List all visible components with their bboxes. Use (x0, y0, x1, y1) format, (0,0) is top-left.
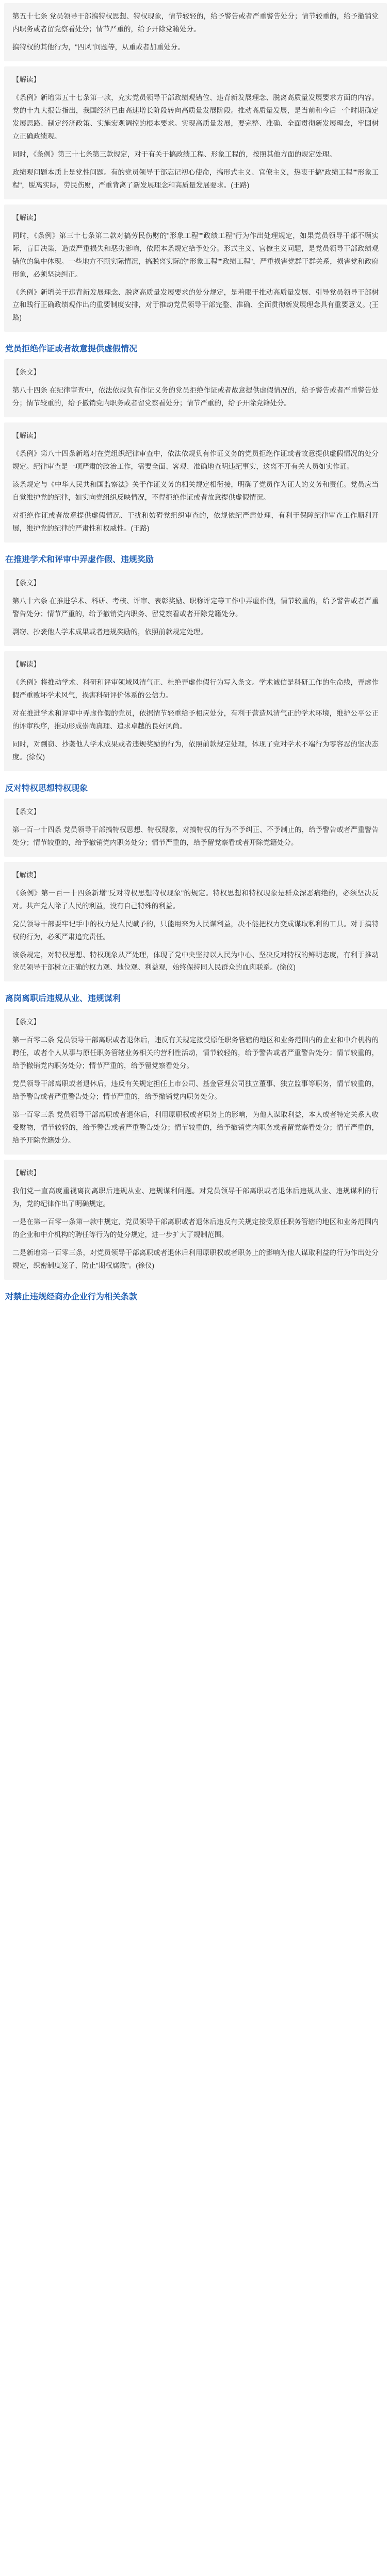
paragraph: 该条规定与《中华人民共和国监察法》关于作证义务的相关规定相衔接，明确了党员作为证人的义务和责任。党员应当自觉维护党的纪律，如实向党组织反映情况，不得拒绝作证或者故意提供虚假情况。 (12, 481, 379, 502)
paragraph: 《条例》第一百一十四条新增"反对特权思想特权现象"的规定。特权思想和特权现象是群众深恶痛绝的，必须坚决反对。共产党人除了人民的利益，没有自己特殊的利益。 (12, 889, 379, 910)
paragraph: 同时，《条例》第三十七条第二款对搞劳民伤财的"形象工程""政绩工程"行为作出处理规定，如果党员领导干部不顾实际，盲目决策，造成严重损失和恶劣影响，依照本条规定给予处分。形式主义、官僚主义问题，是党员领导干部政绩观错位的集中体现。一些地方不顾实际情况，搞脱离实际的"形象工程""政绩工程"，严重损害党群干群关系，损害党和政府形象，必须坚决纠正。 (12, 231, 379, 278)
text-box (4, 66, 387, 199)
paragraph: 同时，《条例》第三十七条第三款规定，对于有关于搞政绩工程、形象工程的，按照其他方面的规定处理。 (12, 150, 336, 158)
paragraph: 第五十七条 党员领导干部搞特权思想、特权现象，情节较轻的，给予警告或者严重警告处分；情节较重的，给予撤销党内职务或者留党察看处分；情节严重的，给予开除党籍处分。 (12, 12, 379, 33)
paragraph: 党员领导干部要牢记手中的权力是人民赋予的，只能用来为人民谋利益，决不能把权力变成谋取私利的工具。对于搞特权的行为，必须严肃追究责任。 (12, 920, 379, 941)
text-box (4, 422, 387, 543)
paragraph: 第八十六条 在推进学术、科研、考核、评审、表彰奖励、职称评定等工作中弄虚作假，情节较重的，给予警告或者严重警告处分；情节严重的，给予撤销党内职务、留党察看或者开除党籍处分。 (12, 597, 379, 618)
box-heading: 【条文】 (12, 1018, 40, 1026)
paragraph: 同时，对剽窃、抄袭他人学术成果或者违规奖励的行为，依照前款规定处理，体现了党对学术不端行为零容忍的坚决态度。(徐仪) (12, 740, 379, 761)
paragraph: 第一百零二条 党员领导干部离职或者退休后，违反有关规定接受原任职务管辖的地区和业务范围内的企业和中介机构的聘任，或者个人从事与原任职务管辖业务相关的营利性活动，情节较轻的，给予警告或者严重警告处分；情节较重的，给予撤销党内职务处分；情节严重的，给予留党察看处分。 (12, 1036, 379, 1070)
section-title: 反对特权思想特权现象 (5, 784, 88, 793)
box-heading: 【解读】 (12, 213, 40, 222)
text-box (4, 862, 387, 982)
text-box (4, 1009, 387, 1155)
paragraph: 第一百一十四条 党员领导干部搞特权思想、特权现象，对搞特权的行为不予纠正、不予制止的，给予警告或者严重警告处分；情节较重的，给予撤销党内职务处分；情节严重的，给予留党察看或者开除党籍处分。 (12, 825, 379, 846)
section-title: 在推进学术和评审中弄虚作假、违规奖励 (5, 555, 154, 565)
box-heading: 【解读】 (12, 660, 40, 668)
paragraph: 我们党一直高度重视离岗离职后违规从业、违规谋利问题。对党员领导干部离职或者退休后违规从业、违规谋利的行为，党的纪律作出了明确规定。 (12, 1187, 379, 1208)
paragraph: 二是新增第一百零三条，对党员领导干部离职或者退休后利用原职权或者职务上的影响为他人谋取利益的行为作出处分规定，织密制度笼子，防止"期权腐败"。(徐仪) (12, 1249, 379, 1269)
box-heading: 【条文】 (12, 807, 40, 816)
paragraph: 对在推进学术和评审中弄虚作假的党员，依据情节轻重给予相应处分，有利于营造风清气正的学术环境，维护公平公正的评审秩序，推动形成崇尚真理、追求卓越的良好风尚。 (12, 709, 379, 730)
paragraph: 《条例》将推动学术、科研和评审领域风清气正、杜绝弄虚作假行为写入条文。学术诚信是科研工作的生命线，弄虚作假严重败坏学术风气，损害科研评价体系的公信力。 (12, 678, 379, 699)
text-box (4, 570, 387, 646)
paragraph: 第八十四条 在纪律审查中，依法依规负有作证义务的党员拒绝作证或者故意提供虚假情况的，给予警告或者严重警告处分；情节较重的，给予撤销党内职务或者留党察看处分；情节严重的，给予开除党籍处分。 (12, 386, 379, 408)
paragraph: 第一百零三条 党员领导干部离职或者退休后，利用原职权或者职务上的影响，为他人谋取利益，本人或者特定关系人收受财物，情节较轻的，给予警告或者严重警告处分；情节较重的，给予撤销党内职务或者留党察看处分；情节严重的，给予开除党籍处分。 (12, 1111, 379, 1145)
paragraph: 该条规定，对特权思想、特权现象从严处理，体现了党中央坚持以人民为中心、坚决反对特权的鲜明态度，有利于推动党员领导干部树立正确的权力观、地位观、利益观，始终保持同人民群众的血肉联系。(徐仪) (12, 951, 379, 972)
text-box (4, 651, 387, 771)
box-heading: 【条文】 (12, 579, 40, 587)
box-heading: 【条文】 (12, 368, 40, 377)
paragraph: 《条例》新增第五十七条第一款，充实党员领导干部政绩观错位、违背新发展理念、脱离高质量发展要求方面的内容。党的十九大报告指出，我国经济已由高速增长阶段转向高质量发展阶段。推动高质量发展，是当前和今后一个时期确定发展思路、制定经济政策、实施宏观调控的根本要求。实现高质量发展，要完整、准确、全面贯彻新发展理念，牢固树立正确政绩观。 (12, 93, 379, 140)
paragraph: 对拒绝作证或者故意提供虚假情况、干扰和妨碍党组织审查的，依规依纪严肃处理，有利于保障纪律审查工作顺利开展，维护党的纪律的严肃性和权威性。(王路) (12, 512, 379, 533)
text-box (4, 799, 387, 857)
text-box (4, 205, 387, 332)
box-heading: 【解读】 (12, 75, 40, 83)
box-heading: 【解读】 (12, 871, 40, 879)
paragraph: 政绩观问题本质上是党性问题。有的党员领导干部忘记初心使命，搞形式主义、官僚主义，热衷于搞"政绩工程""形象工程"，脱离实际，劳民伤财，严重背离了新发展理念和高质量发展要求。(王路) (12, 168, 379, 189)
box-heading: 【解读】 (12, 1169, 40, 1177)
paragraph: 剽窃、抄袭他人学术成果或者违规奖励的，依照前款规定处理。 (12, 628, 207, 636)
paragraph: 搞特权的其他行为，"四风"问题等，从重或者加重处分。 (12, 43, 185, 51)
paragraph: 《条例》第八十四条新增对在党组织纪律审查中，依法依规负有作证义务的党员拒绝作证或者故意提供虚假情况的处分规定。纪律审查是一项严肃的政治工作，需要全面、客观、准确地查明违纪事实，这离不开有关人员如实作证。 (12, 450, 379, 471)
paragraph: 党员领导干部离职或者退休后，违反有关规定担任上市公司、基金管理公司独立董事、独立监事等职务，情节较重的，给予警告或者严重警告处分；情节严重的，给予撤销党内职务处分。 (12, 1080, 379, 1101)
paragraph: 《条例》新增关于违背新发展理念、脱离高质量发展要求的处分规定，是着眼于推动高质量发展、引导党员领导干部树立和践行正确政绩观作出的重要制度安排，对于推动党员领导干部完整、准确、全面贯彻新发展理念具有重要意义。(王路) (12, 288, 379, 322)
section-title: 对禁止违规经商办企业行为相关条款 (5, 1292, 138, 1301)
box-heading: 【解读】 (12, 432, 40, 440)
text-box (4, 1160, 387, 1280)
text-box (4, 359, 387, 417)
paragraph: 一是在第一百零一条第一款中规定，党员领导干部离职或者退休后违反有关规定接受原任职务管辖的地区和业务范围内的企业和中介机构的聘任等行为的处分规定，进一步扩大了规制范围。 (12, 1218, 379, 1239)
section-title: 党员拒绝作证或者故意提供虚假情况 (5, 345, 138, 354)
text-box (4, 3, 387, 61)
section-title: 离岗离职后违规从业、违规谋利 (5, 994, 121, 1004)
